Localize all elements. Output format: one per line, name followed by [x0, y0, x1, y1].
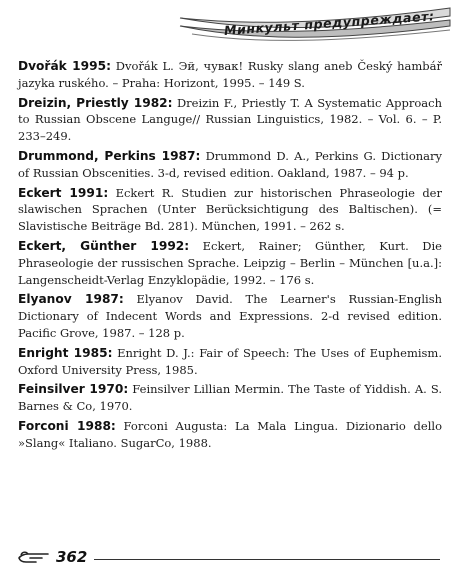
bibliography-entry [18, 381, 442, 415]
entry-text: Dvořák L. Эй, чувак! Rusky slang aneb Český hambář jazyka ruského. – Praha: Horizont, 1995. – 149 S. [18, 59, 443, 90]
entry-text: Dreizin F., Priestly T. A Systematic Approach to Russian Obscene Languge// Russian Linguistics, 1982. – Vol. 6. – P. 233–249. [18, 95, 442, 144]
header-banner [178, 4, 452, 54]
entry-key: Eckert, Günther 1992: [18, 238, 190, 253]
bibliography-entry [18, 238, 442, 288]
entry-text: Elyanov David. The Learner's Russian-English Dictionary of Indecent Words and Expressions. 2-d revised edition. Pacific Grove, 1987. – 128 p. [18, 292, 442, 340]
entry-key: Drummond, Perkins 1987: [18, 148, 201, 163]
entry-key: Forconi 1988: [18, 418, 116, 433]
page-footer [16, 547, 444, 571]
entry-text: Feinsilver Lillian Mermin. The Taste of Yiddish. A. S. Barnes & Co, 1970. [18, 382, 442, 414]
bibliography-entry [18, 148, 442, 182]
entry-text: Drummond D. A., Perkins G. Dictionary of Russian Obscenities. 3-d, revised edition. Oakland, 1987. – 94 p. [18, 148, 442, 180]
entry-key: Eckert 1991: [18, 185, 109, 200]
footer-divider [94, 559, 440, 560]
entry-text: Eckert, Rainer; Günther, Kurt. Die Phraseologie der russischen Sprache. Leipzig – Berlin – München [u.a.]: Langenscheidt-Verlag Enzyklopädie, 1992. – 176 s. [18, 238, 442, 287]
entry-text: Eckert R. Studien zur historischen Phraseologie der slawischen Sprachen (Unter Berücksichtigung des Baltischen). (= Slavistische Beiträge Bd. 281). München, 1991. – 262 s. [18, 185, 442, 234]
bibliography-list [18, 58, 442, 455]
bibliography-entry [18, 185, 442, 235]
bibliography-entry [18, 345, 442, 379]
entry-key: Elyanov 1987: [18, 292, 124, 307]
entry-text: Forconi Augusta: La Mala Lingua. Dizionario dello »Slang« Italiano. SugarCo, 1988. [18, 418, 442, 450]
entry-key: Enright 1985: [18, 345, 113, 360]
bibliography-entry [18, 58, 442, 92]
bibliography-entry [18, 291, 442, 341]
entry-key: Dreizin, Priestly 1982: [18, 95, 173, 110]
entry-key: Dvořák 1995: [18, 59, 111, 73]
banner-title: Минкульт предупреждает: [223, 8, 435, 38]
pointing-hand-icon [16, 550, 50, 566]
entry-key: Feinsilver 1970: [18, 382, 129, 397]
bibliography-entry [18, 95, 442, 145]
page-number: 362 [56, 548, 88, 566]
bibliography-entry [18, 418, 442, 452]
entry-text: Enright D. J.: Fair of Speech: The Uses of Euphemism. Oxford University Press, 1985. [18, 345, 442, 377]
